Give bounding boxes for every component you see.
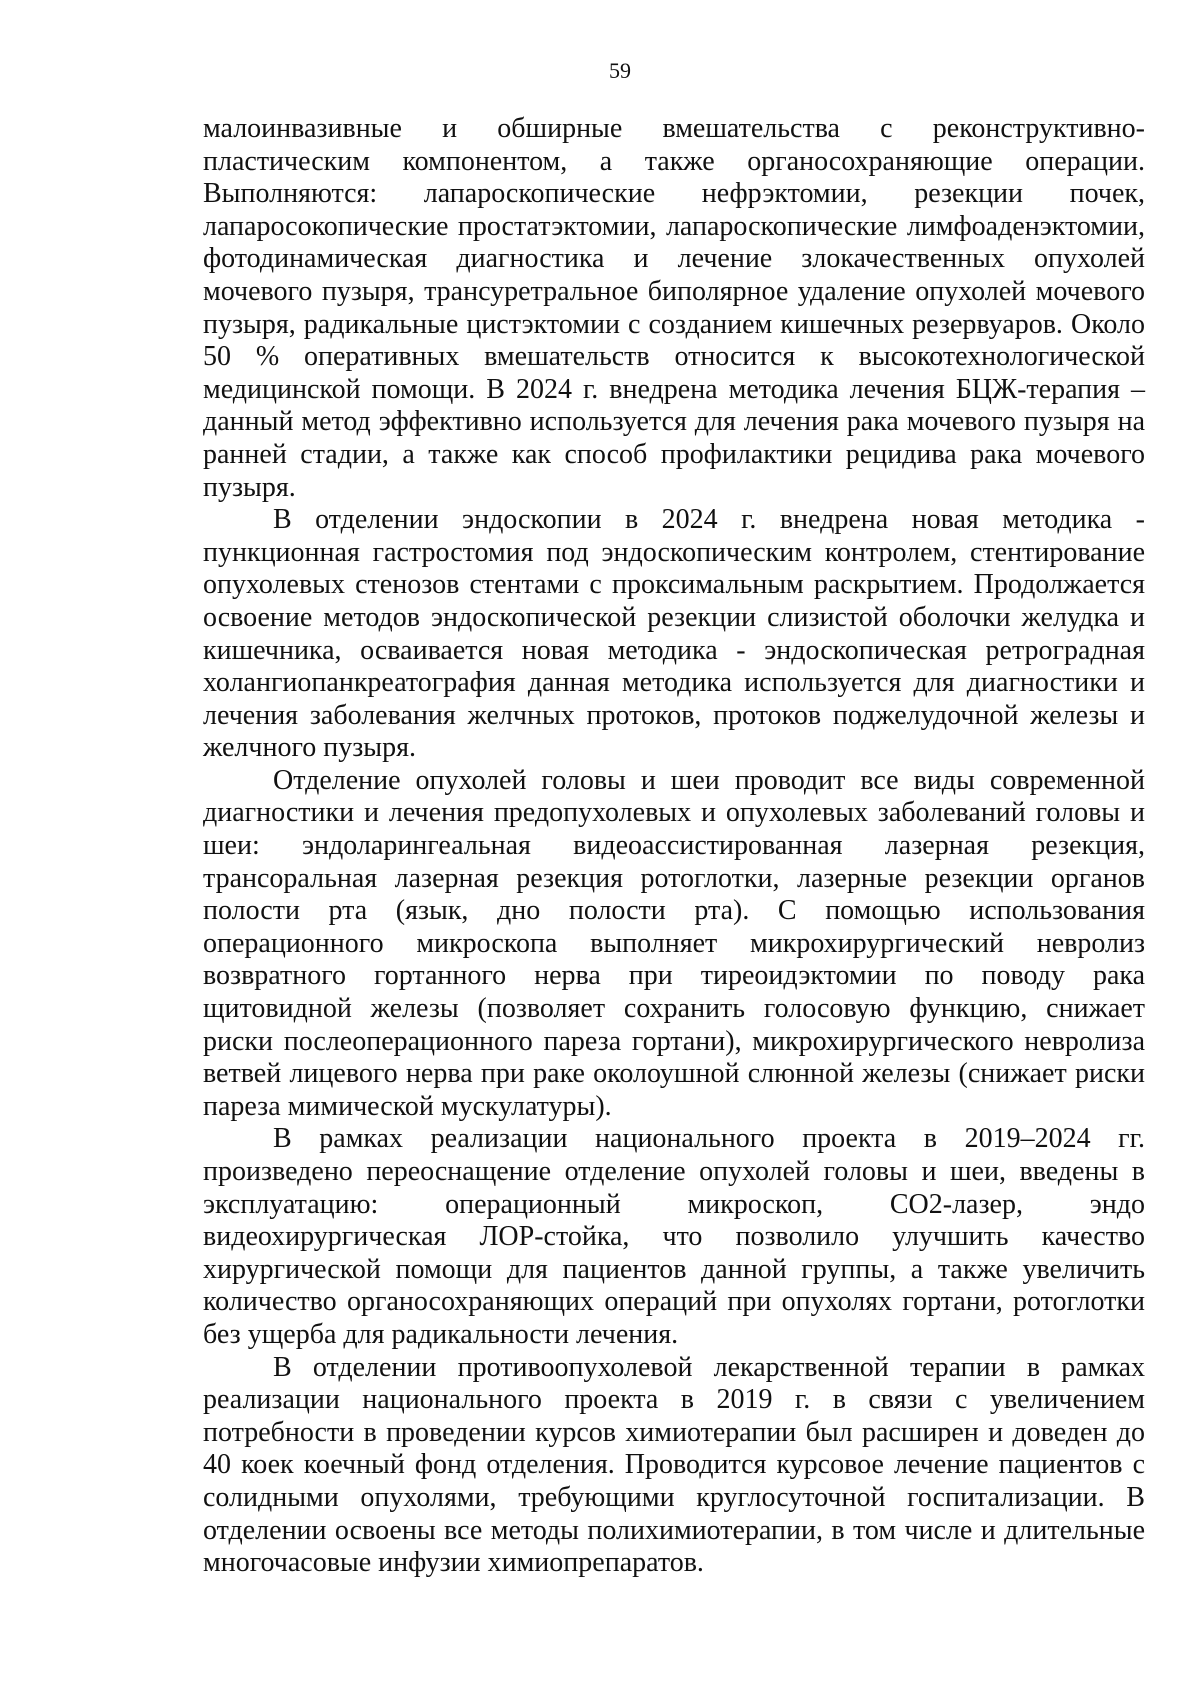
paragraph-head-neck-department: Отделение опухолей головы и шеи проводит все виды современной диагностики и лечения предопухолевых и опухолевых заболеваний головы и шеи: эндоларингеальная видеоассистированная лазерная резекция, трансоральная лазерная резекция ротоглотки, лазерные резекции органов полости рта (язык, дно полости рта). С помощью использования операционного микроскопа выполняет микрохирургический невролиз возвратного гортанного нерва при тиреоидэктомии по поводу рака щитовидной железы (позволяет сохранить голосовую функцию, снижает риски послеоперационного пареза гортани), микрохирургического невролиза ветвей лицевого нерва при раке околоушной слюнной железы (снижает риски пареза мимической мускулатуры).: [203, 764, 1145, 1122]
document-body: [203, 113, 1145, 1580]
paragraph-national-project-reequipment: В рамках реализации национального проекта в 2019–2024 гг. произведено переоснащение отделение опухолей головы и шеи, введены в эксплуатацию: операционный микроскоп, СО2-лазер, эндо видеохирургическая ЛОР-стойка, что позволило улучшить качество хирургической помощи для пациентов данной группы, а также увеличить количество органосохраняющих операций при опухолях гортани, ротоглотки без ущерба для радикальности лечения.: [203, 1123, 1145, 1350]
paragraph-endoscopy: В отделении эндоскопии в 2024 г. внедрена новая методика - пункционная гастростомия под эндоскопическим контролем, стентирование опухолевых стенозов стентами с проксимальным раскрытием. Продолжается освоение методов эндоскопической резекции слизистой оболочки желудка и кишечника, осваивается новая методика - эндоскопическая ретроградная холангиопанкреатография данная методика используется для диагностики и лечения заболевания желчных протоков, протоков поджелудочной железы и желчного пузыря.: [203, 504, 1145, 764]
paragraph-urology-operations: малоинвазивные и обширные вмешательства с реконструктивно-пластическим компонентом, а также органосохраняющие операции. Выполняются: лапароскопические нефрэктомии, резекции почек, лапаросокопические простатэктомии, лапароскопические лимфоаденэктомии, фотодинамическая диагностика и лечение злокачественных опухолей мочевого пузыря, трансуретральное биполярное удаление опухолей мочевого пузыря, радикальные цистэктомии с созданием кишечных резервуаров. Около 50 % оперативных вмешательств относится к высокотехнологической медицинской помощи. В 2024 г. внедрена методика лечения БЦЖ-терапия – данный метод эффективно используется для лечения рака мочевого пузыря на ранней стадии, а также как способ профилактики рецидива рака мочевого пузыря.: [203, 113, 1145, 503]
page-number: 59: [609, 58, 631, 83]
paragraph-drug-therapy-department: В отделении противоопухолевой лекарственной терапии в рамках реализации национального проекта в 2019 г. в связи с увеличением потребности в проведении курсов химиотерапии был расширен и доведен до 40 коек коечный фонд отделения. Проводится курсовое лечение пациентов с солидными опухолями, требующими круглосуточной госпитализации. В отделении освоены все методы полихимиотерапии, в том числе и длительные многочасовые инфузии химиопрепаратов.: [203, 1351, 1145, 1579]
